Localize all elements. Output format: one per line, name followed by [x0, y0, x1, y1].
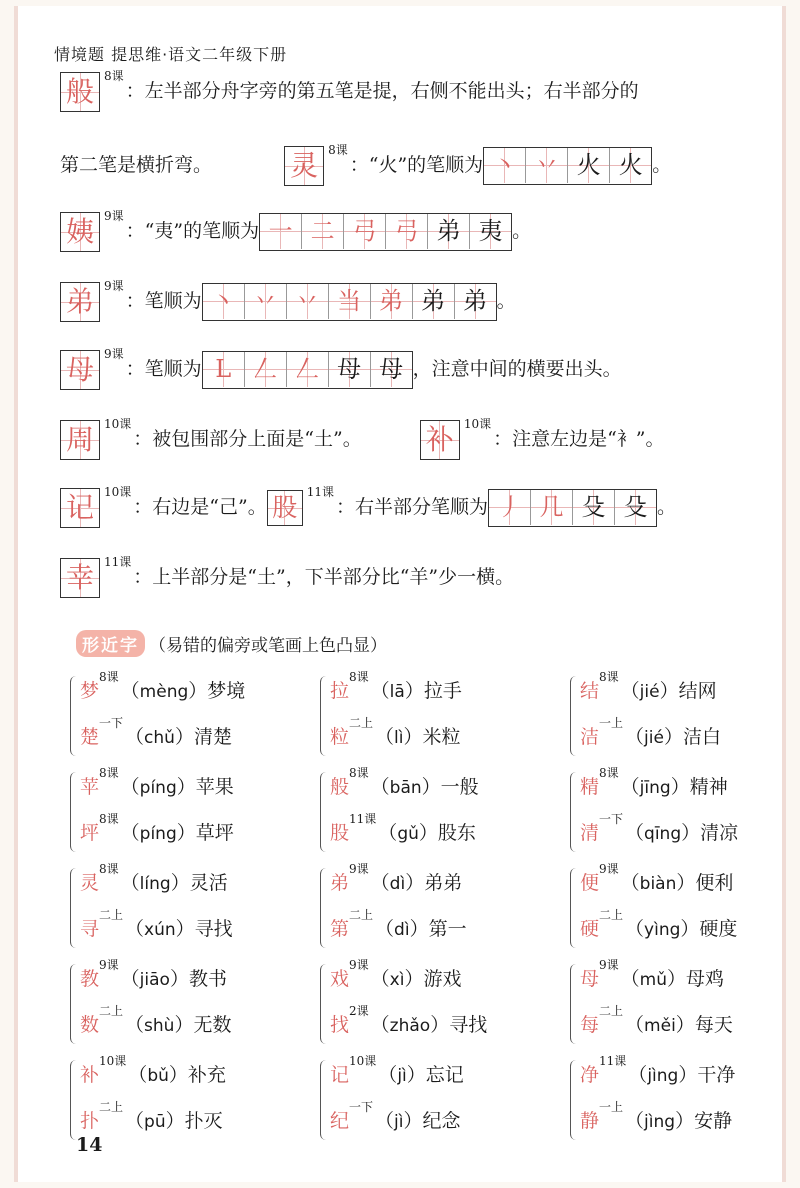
entry-lesson: 8课 [349, 766, 369, 780]
entry-word: 精神 [689, 776, 728, 798]
entry-pinyin: gǔ [397, 824, 419, 844]
char-box [420, 420, 460, 460]
target-char: 幸 [65, 561, 94, 594]
entry-char-text: 梦 [80, 680, 100, 702]
entry-char-text: 静 [580, 1110, 600, 1132]
entry-pinyin: lì [394, 728, 404, 748]
char-entry: 寻$^{二上}$（xún）寻找 [80, 908, 233, 940]
entry-word: 安静 [694, 1110, 733, 1132]
entry-char-text: 第 [330, 918, 350, 940]
entry-char [80, 918, 99, 940]
entry-pinyin: jié [639, 682, 660, 702]
target-char: 记 [65, 491, 94, 524]
stroke-order-strip [488, 489, 657, 527]
char-pair [570, 766, 800, 858]
target-char: 灵 [290, 149, 319, 182]
entry-char [330, 1014, 349, 1036]
char-entry: 坪$^{8课}$（píng）草坪 [80, 812, 234, 844]
target-char: 姨 [65, 215, 94, 248]
entry-char [580, 726, 599, 748]
char-entry: 教$^{9课}$（jiāo）教书 [80, 958, 227, 990]
entry-pinyin: líng [139, 874, 171, 894]
entry-char-text: 扑 [80, 1110, 100, 1132]
entry-word: 硬度 [699, 918, 738, 940]
char-entry: 补$^{10课}$（bǔ）补充 [80, 1054, 226, 1086]
note-text: ：右半部分笔顺为 [336, 496, 489, 518]
stroke-step: 殳 [573, 490, 615, 525]
entry-pinyin: mǔ [639, 970, 668, 990]
entry-pinyin: jìng [647, 1066, 679, 1086]
entry-lesson: 9课 [99, 958, 119, 972]
entry-char [330, 1110, 349, 1132]
entry-pinyin: píng [139, 778, 177, 798]
stroke-step: 丷 [245, 284, 287, 319]
stroke-order-strip [202, 283, 497, 321]
entry-char [330, 680, 349, 702]
entry-lesson: 9课 [349, 862, 369, 876]
char-entry: 找$^{2课}$（zhǎo）寻找 [330, 1004, 488, 1036]
note-row: 记 $^{10课}$：右边是“己”。 股$^{11课}$：右半部分笔顺为 丿 几 殳 殳 。 [60, 488, 676, 528]
char-box [60, 488, 100, 528]
char-entry: 清$^{一下}$（qīng）清凉 [580, 812, 739, 844]
entry-pinyin: bǔ [147, 1066, 169, 1086]
entry-word: 寻找 [449, 1014, 488, 1036]
entry-char [80, 822, 99, 844]
entry-word: 一般 [440, 776, 479, 798]
lesson-label: 10课 [463, 417, 492, 431]
stroke-step: 丶 [203, 284, 245, 319]
entry-char-text: 拉 [330, 680, 350, 702]
entry-word: 结网 [678, 680, 717, 702]
entry-lesson: 10课 [349, 1054, 377, 1068]
stroke-step: 弟 [428, 214, 470, 249]
char-entry: 股$^{11课}$（gǔ）股东 [330, 812, 476, 844]
entry-lesson: 11课 [599, 1054, 627, 1068]
lesson-label: 10课 [104, 417, 132, 431]
entry-pinyin: chǔ [144, 728, 175, 748]
page-header: 情境题 提思维·语文二年级下册 [54, 45, 288, 64]
section-note: （易错的偏旁或笔画上色凸显） [149, 636, 387, 656]
entry-char-text: 戏 [330, 968, 350, 990]
entry-lesson: 8课 [99, 812, 119, 826]
char-entry: 母$^{9课}$（mǔ）母鸡 [580, 958, 725, 990]
entry-char-text: 记 [330, 1064, 350, 1086]
char-entry: 精$^{8课}$（jīng）精神 [580, 766, 728, 798]
stroke-step: 丷 [287, 284, 329, 319]
char-entry: 戏$^{9课}$（xì）游戏 [330, 958, 462, 990]
entry-char [580, 872, 599, 894]
stroke-step: 丷 [526, 148, 568, 183]
page [14, 6, 786, 1182]
char-entry: 弟$^{9课}$（dì）弟弟 [330, 862, 463, 894]
char-entry: 便$^{9课}$（biàn）便利 [580, 862, 734, 894]
lesson-label: 11课 [306, 485, 334, 499]
entry-char [80, 1110, 99, 1132]
char-entry: 第$^{二上}$（dì）第一 [330, 908, 467, 940]
entry-pinyin: píng [139, 824, 177, 844]
char-entry: 苹$^{8课}$（píng）苹果 [80, 766, 234, 798]
entry-lesson: 11课 [349, 812, 377, 826]
stroke-step: 母 [329, 352, 371, 387]
entry-word: 每天 [694, 1014, 733, 1036]
entry-pinyin: měi [644, 1016, 676, 1036]
char-box [267, 490, 303, 526]
stroke-step: 殳 [615, 490, 656, 525]
entry-word: 清凉 [700, 822, 739, 844]
entry-pinyin: qīng [644, 824, 682, 844]
char-pair [320, 862, 550, 954]
entry-pinyin: bān [389, 778, 422, 798]
entry-char [330, 1064, 349, 1086]
char-pair [320, 1054, 550, 1146]
note-text: ：上半部分是“土”，下半部分比“羊”少一横。 [133, 566, 515, 588]
target-char: 母 [65, 353, 94, 386]
entry-char [580, 776, 599, 798]
note-text: ：笔顺为 [125, 290, 202, 312]
entry-char-text: 般 [330, 776, 350, 798]
entry-word: 灵活 [189, 872, 228, 894]
entry-lesson: 8课 [599, 670, 619, 684]
entry-pinyin: jiāo [139, 970, 170, 990]
stroke-step: 弟 [455, 284, 496, 319]
entry-word: 苹果 [195, 776, 234, 798]
entry-lesson: 二上 [349, 908, 374, 922]
entry-char [580, 918, 599, 940]
entry-pinyin: mèng [139, 682, 189, 702]
entry-pinyin: jì [397, 1066, 407, 1086]
stroke-step: 弓 [344, 214, 386, 249]
entry-char-text: 每 [580, 1014, 600, 1036]
entry-char [80, 776, 99, 798]
note-text: ：笔顺为 [125, 358, 202, 380]
entry-word: 纪念 [422, 1110, 461, 1132]
note-text: ，注意中间的横要出头。 [412, 358, 622, 380]
entry-char [330, 872, 349, 894]
entry-word: 干净 [697, 1064, 736, 1086]
stroke-order-strip [259, 213, 512, 251]
stroke-step: 几 [531, 490, 573, 525]
entry-char-text: 寻 [80, 918, 100, 940]
entry-word: 第一 [428, 918, 467, 940]
entry-char [580, 1110, 599, 1132]
entry-pinyin: biàn [639, 874, 677, 894]
char-box [60, 212, 100, 252]
entry-word: 母鸡 [686, 968, 725, 990]
entry-char [330, 726, 349, 748]
stroke-order-strip [202, 351, 413, 389]
entry-lesson: 2课 [349, 1004, 369, 1018]
entry-lesson: 8课 [99, 862, 119, 876]
entry-word: 教书 [188, 968, 227, 990]
entry-char-text: 找 [330, 1014, 350, 1036]
stroke-step: 𠃋 [245, 352, 287, 387]
section-tag: 形近字 [76, 630, 145, 657]
entry-char-text: 数 [80, 1014, 100, 1036]
char-entry: 数$^{二上}$（shù）无数 [80, 1004, 232, 1036]
entry-lesson: 9课 [349, 958, 369, 972]
note-text: ：“火”的笔顺为 [349, 154, 484, 176]
target-char: 周 [65, 423, 94, 456]
entry-lesson: 二上 [99, 1004, 124, 1018]
char-entry: 梦$^{8课}$（mèng）梦境 [80, 670, 246, 702]
char-entry: 纪$^{一下}$（jì）纪念 [330, 1100, 461, 1132]
entry-pinyin: jīng [639, 778, 671, 798]
entry-char-text: 便 [580, 872, 600, 894]
char-entry: 硬$^{二上}$（yìng）硬度 [580, 908, 738, 940]
entry-lesson: 二上 [599, 1004, 624, 1018]
lesson-label: 8课 [328, 143, 348, 157]
entry-pinyin: zhǎo [389, 1016, 431, 1036]
entry-char [80, 680, 99, 702]
entry-lesson: 8课 [99, 766, 119, 780]
char-box [284, 146, 324, 186]
entry-pinyin: jié [644, 728, 664, 748]
entry-lesson: 一上 [599, 716, 624, 730]
stroke-step: 丿 [489, 490, 531, 525]
stroke-step: 夷 [470, 214, 511, 249]
entry-char [80, 1014, 99, 1036]
entry-word: 清楚 [193, 726, 232, 748]
entry-word: 扑灭 [184, 1110, 223, 1132]
note-row: 第二笔是横折弯。 灵 $^{8课}$：“火”的笔顺为 丶 丷 火 火 。 [60, 146, 671, 186]
note-text: ：左半部分舟字旁的第五笔是提，右侧不能出头；右半部分的 [125, 80, 639, 102]
entry-lesson: 二上 [99, 908, 124, 922]
entry-lesson: 10课 [99, 1054, 127, 1068]
char-pair [570, 958, 800, 1050]
entry-word: 无数 [193, 1014, 232, 1036]
entry-lesson: 一下 [599, 812, 624, 826]
char-entry: 拉$^{8课}$（lā）拉手 [330, 670, 462, 702]
entry-pinyin: jìng [644, 1112, 676, 1132]
entry-word: 补充 [187, 1064, 226, 1086]
entry-char [80, 968, 99, 990]
stroke-step: 弓 [386, 214, 428, 249]
entry-char-text: 母 [580, 968, 600, 990]
char-pair [70, 958, 300, 1050]
entry-lesson: 一上 [599, 1100, 624, 1114]
entry-char [330, 968, 349, 990]
entry-word: 游戏 [423, 968, 462, 990]
note-text: ：注意左边是“衤”。 [493, 428, 665, 450]
lesson-label: 9课 [104, 209, 124, 223]
char-pair [570, 670, 800, 762]
char-pair [320, 766, 550, 858]
entry-char [330, 918, 349, 940]
entry-char-text: 教 [80, 968, 100, 990]
char-entry: 洁$^{一上}$（jié）洁白 [580, 716, 721, 748]
entry-char-text: 股 [330, 822, 350, 844]
char-entry: 般$^{8课}$（bān）一般 [330, 766, 479, 798]
entry-word: 米粒 [422, 726, 461, 748]
entry-char [580, 1014, 599, 1036]
stroke-order-strip [483, 147, 652, 185]
entry-char-text: 补 [80, 1064, 100, 1086]
entry-pinyin: dì [394, 920, 410, 940]
stroke-step: 母 [371, 352, 412, 387]
target-char: 股 [272, 493, 298, 522]
entry-word: 弟弟 [424, 872, 463, 894]
entry-word: 股东 [437, 822, 476, 844]
char-box [60, 282, 100, 322]
entry-char-text: 灵 [80, 872, 100, 894]
entry-char [330, 776, 349, 798]
entry-char-text: 硬 [580, 918, 600, 940]
entry-char [580, 1064, 599, 1086]
char-pair [320, 670, 550, 762]
entry-lesson: 二上 [99, 1100, 124, 1114]
stroke-step: 𠃋 [287, 352, 329, 387]
stroke-step: 火 [568, 148, 610, 183]
entry-word: 寻找 [194, 918, 233, 940]
entry-char [80, 1064, 99, 1086]
note-text: ：右边是“己”。 [133, 496, 267, 518]
note-text: 第二笔是横折弯。 [60, 154, 213, 176]
char-entry: 静$^{一上}$（jìng）安静 [580, 1100, 733, 1132]
stroke-step: 火 [610, 148, 651, 183]
entry-pinyin: xì [389, 970, 405, 990]
entry-char-text: 洁 [580, 726, 600, 748]
char-pair [570, 1054, 800, 1146]
note-row: 姨 $^{9课}$：“夷”的笔顺为 一 二 弓 弓 弟 夷 。 [60, 212, 531, 252]
lesson-label: 10课 [104, 485, 132, 499]
entry-char [80, 726, 99, 748]
entry-pinyin: pū [144, 1112, 166, 1132]
entry-char-text: 粒 [330, 726, 350, 748]
target-char: 补 [425, 423, 454, 456]
char-box [60, 72, 100, 112]
entry-char-text: 坪 [80, 822, 100, 844]
char-entry: 楚$^{一下}$（chǔ）清楚 [80, 716, 232, 748]
entry-char-text: 净 [580, 1064, 600, 1086]
entry-lesson: 9课 [599, 958, 619, 972]
entry-char [80, 872, 99, 894]
char-entry: 记$^{10课}$（jì）忘记 [330, 1054, 464, 1086]
stroke-step: 当 [329, 284, 371, 319]
char-pair [70, 766, 300, 858]
char-entry: 灵$^{8课}$（líng）灵活 [80, 862, 228, 894]
note-row: 弟 $^{9课}$：笔顺为 丶 丷 丷 当 弟 弟 弟 。 [60, 282, 516, 322]
char-entry: 每$^{二上}$（měi）每天 [580, 1004, 733, 1036]
lesson-label: 8课 [104, 69, 124, 83]
entry-pinyin: dì [389, 874, 406, 894]
char-box [60, 420, 100, 460]
note-row [60, 347, 622, 390]
entry-pinyin: xún [144, 920, 176, 940]
note-text: ：“夷”的笔顺为 [125, 220, 260, 242]
note-row [60, 555, 515, 598]
entry-lesson: 8课 [599, 766, 619, 780]
lesson-label: 11课 [104, 555, 132, 569]
entry-char-text: 结 [580, 680, 600, 702]
char-pair [70, 1054, 300, 1146]
note-text: ：被包围部分上面是“土”。 [133, 428, 362, 450]
entry-lesson: 二上 [349, 716, 374, 730]
entry-char [580, 968, 599, 990]
lesson-label: 9课 [104, 347, 124, 361]
entry-word: 梦境 [207, 680, 246, 702]
stroke-step: 弟 [413, 284, 455, 319]
entry-char [330, 822, 349, 844]
entry-word: 洁白 [682, 726, 721, 748]
entry-pinyin: jì [394, 1112, 404, 1132]
stroke-step: 弟 [371, 284, 413, 319]
entry-char-text: 精 [580, 776, 600, 798]
entry-word: 草坪 [195, 822, 234, 844]
entry-lesson: 一下 [99, 716, 124, 730]
char-box [60, 558, 100, 598]
stroke-step: L [203, 352, 245, 387]
entry-char-text: 楚 [80, 726, 100, 748]
entry-pinyin: lā [389, 682, 405, 702]
note-row [60, 417, 665, 460]
char-pair [70, 670, 300, 762]
entry-word: 拉手 [423, 680, 462, 702]
entry-char-text: 纪 [330, 1110, 350, 1132]
entry-char [580, 680, 599, 702]
lesson-label: 9课 [104, 279, 124, 293]
target-char: 弟 [65, 285, 94, 318]
entry-pinyin: yìng [644, 920, 681, 940]
note-row [60, 69, 639, 112]
page-number: 14 [76, 1134, 103, 1156]
entry-word: 忘记 [425, 1064, 464, 1086]
entry-char-text: 弟 [330, 872, 350, 894]
entry-lesson: 二上 [599, 908, 624, 922]
char-pair [320, 958, 550, 1050]
char-entry: 结$^{8课}$（jié）结网 [580, 670, 717, 702]
char-pair [570, 862, 800, 954]
entry-word: 便利 [695, 872, 734, 894]
similar-chars-heading [76, 630, 387, 657]
entry-pinyin: shù [144, 1016, 175, 1036]
stroke-step: 丶 [484, 148, 526, 183]
entry-char [580, 822, 599, 844]
char-pair [70, 862, 300, 954]
entry-lesson: 8课 [99, 670, 119, 684]
stroke-step: 一 [260, 214, 302, 249]
char-box [60, 350, 100, 390]
entry-char-text: 苹 [80, 776, 100, 798]
entry-lesson: 8课 [349, 670, 369, 684]
char-entry: 粒$^{二上}$（lì）米粒 [330, 716, 461, 748]
entry-char-text: 清 [580, 822, 600, 844]
char-entry: 扑$^{二上}$（pū）扑灭 [80, 1100, 223, 1132]
char-entry: 净$^{11课}$（jìng）干净 [580, 1054, 736, 1086]
entry-lesson: 9课 [599, 862, 619, 876]
entry-lesson: 一下 [349, 1100, 374, 1114]
target-char: 般 [65, 75, 94, 108]
stroke-step: 二 [302, 214, 344, 249]
